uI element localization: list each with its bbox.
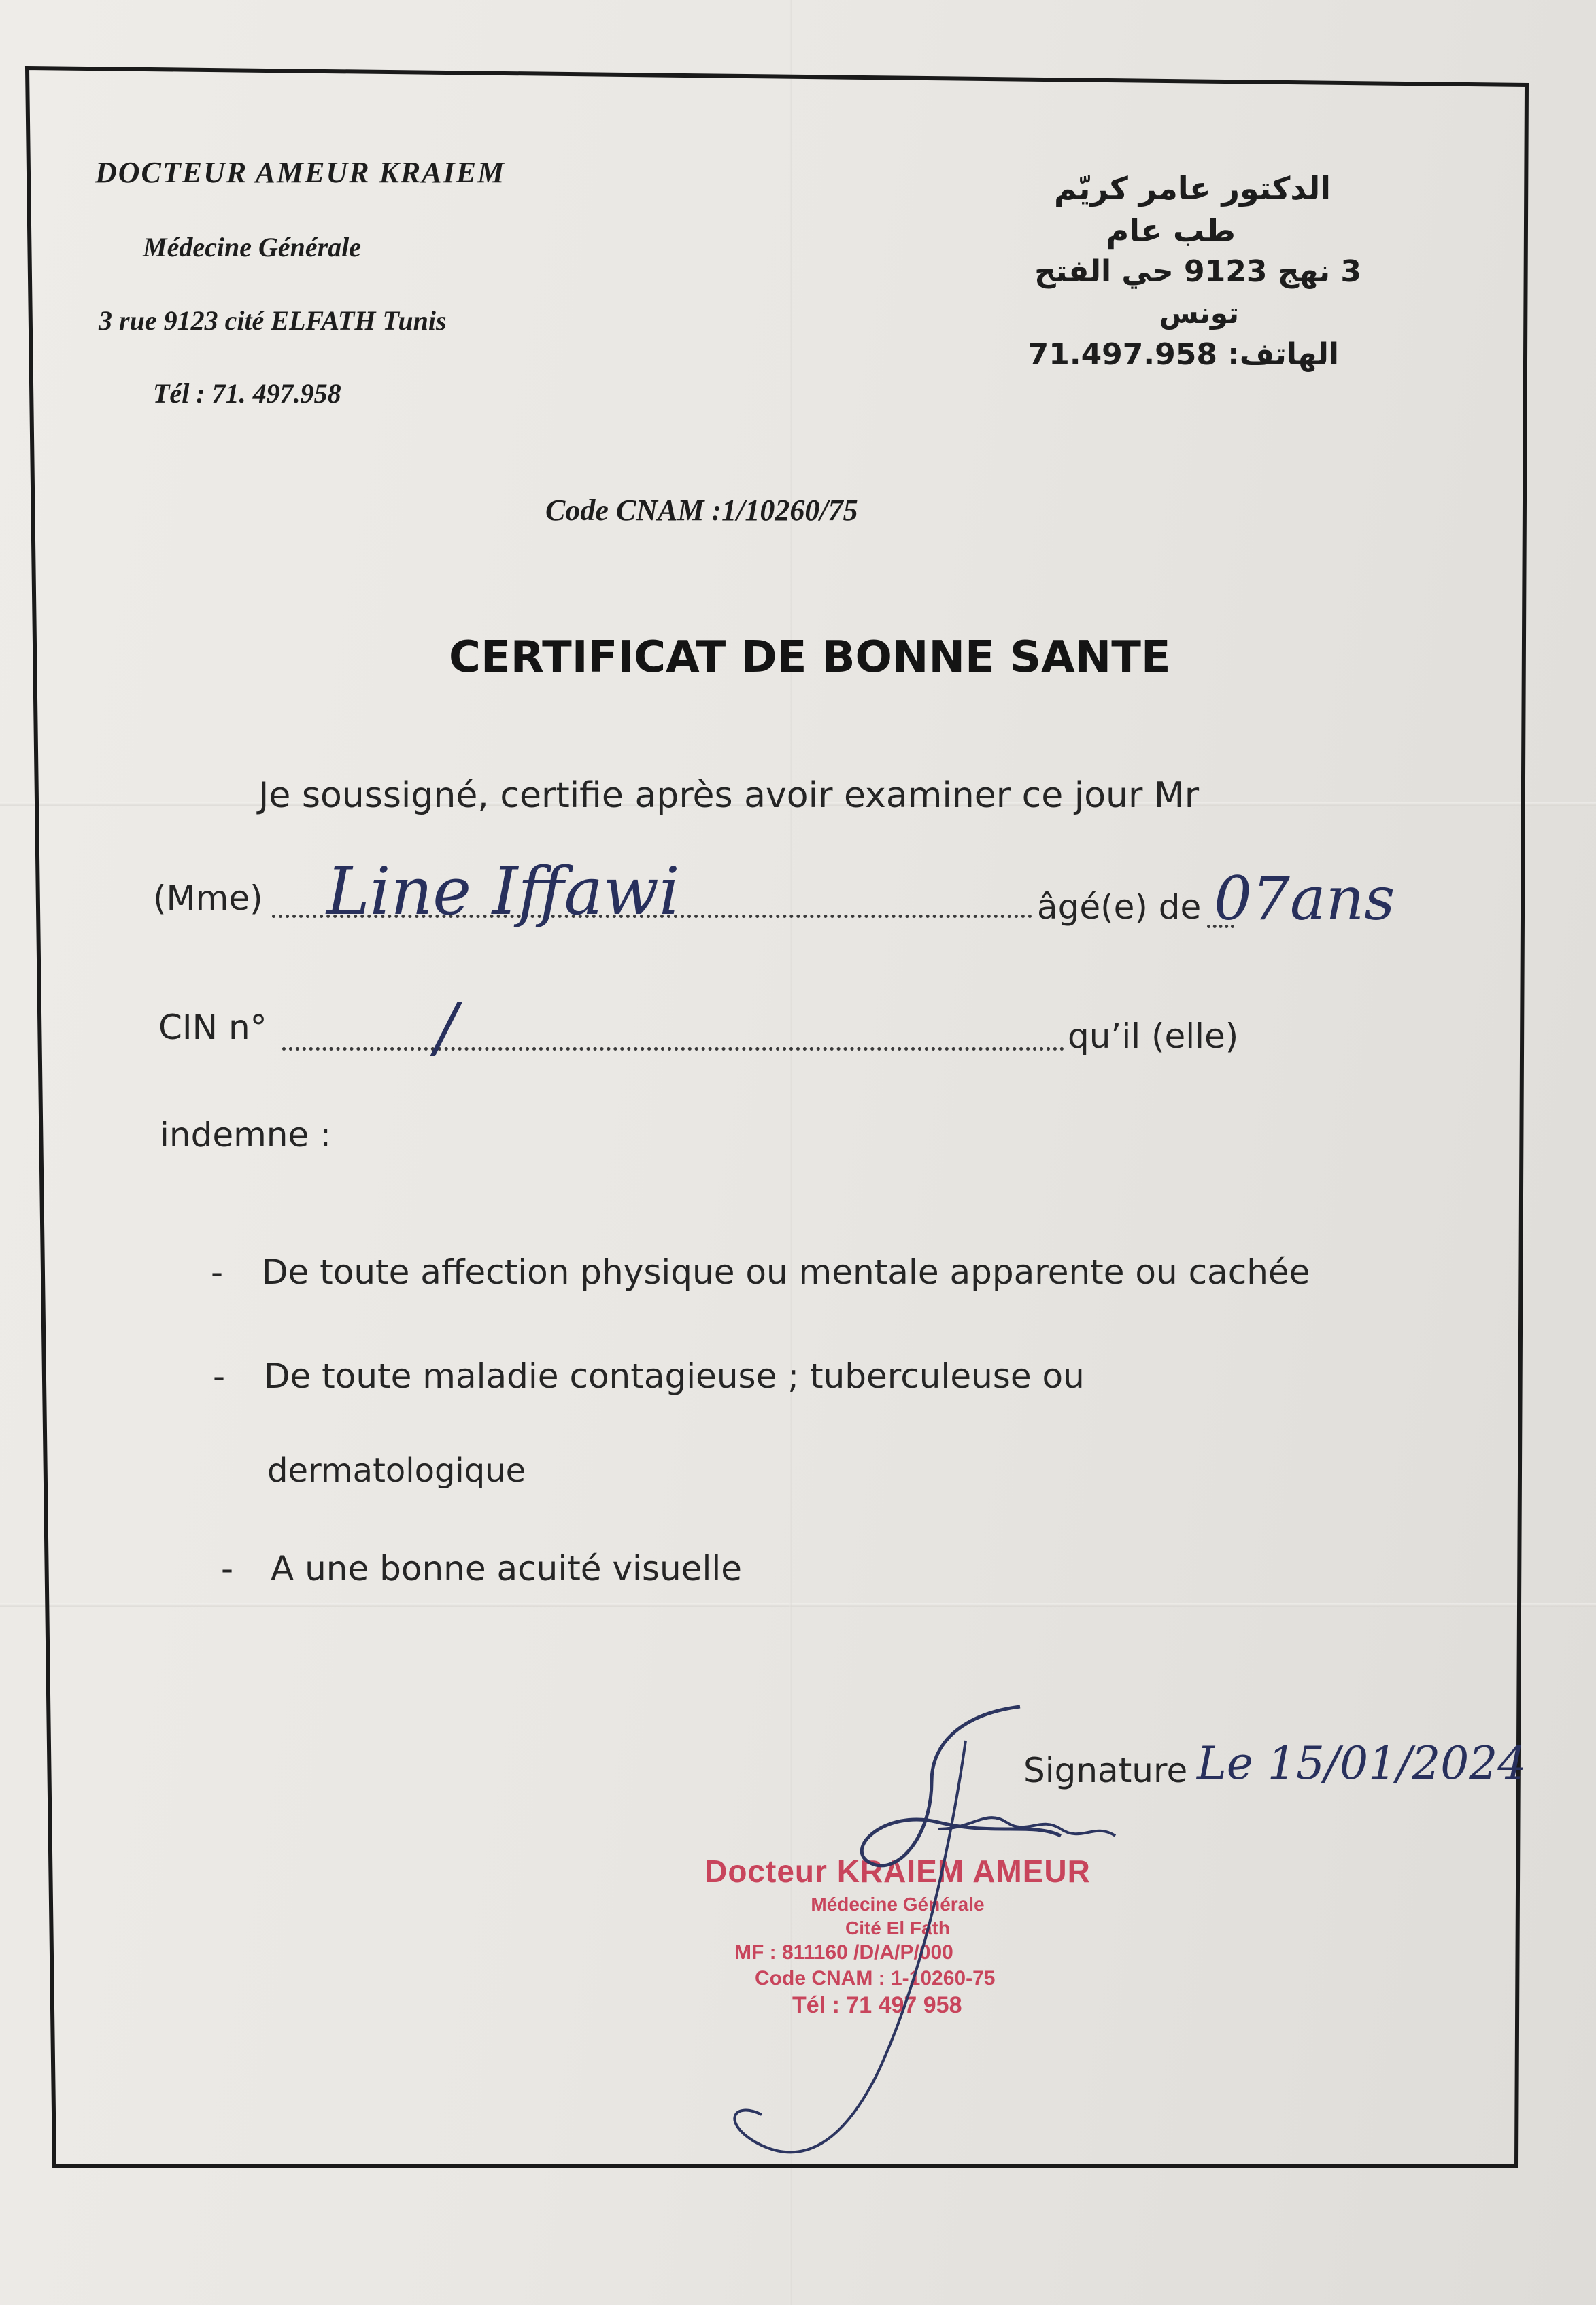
specialty-fr: Médecine Générale	[143, 232, 362, 262]
stamp-phone: Tél : 71 497 958	[792, 1992, 962, 2018]
list-item: A une bonne acuité visuelle	[271, 1549, 742, 1588]
cin-label: CIN n°	[158, 1008, 267, 1047]
certify-statement: Je soussigné, certifie après avoir examiner ce jour Mr	[258, 775, 1200, 816]
signature-label: Signature	[1023, 1751, 1188, 1790]
stamp-mf: MF : 811160 /D/A/P/000	[734, 1941, 953, 1964]
cnam-code: Code CNAM :1/10260/75	[545, 494, 858, 527]
specialty-ar: طب عام	[1106, 212, 1236, 249]
address-ar: 3 نهج 9123 حي الفتح	[1034, 254, 1361, 289]
address-fr: 3 rue 9123 cité ELFATH Tunis	[99, 305, 447, 336]
handwritten-cin: /	[435, 989, 458, 1065]
bullet: -	[213, 1356, 226, 1396]
doctor-name-fr: DOCTEUR AMEUR KRAIEM	[95, 156, 506, 189]
handwritten-age: 07ans	[1214, 864, 1395, 934]
handwritten-date: Le 15/01/2024	[1197, 1737, 1527, 1790]
stamp-specialty: Médecine Générale	[811, 1894, 985, 1915]
bullet: -	[211, 1252, 224, 1292]
stamp-cnam: Code CNAM : 1-10260-75	[755, 1967, 996, 1990]
list-item: De toute affection physique ou mentale apparente ou cachée	[262, 1252, 1310, 1292]
bullet: -	[221, 1549, 234, 1588]
mme-label: (Mme)	[153, 878, 263, 918]
age-label: âgé(e) de	[1037, 887, 1202, 927]
indemne-label: indemne :	[160, 1115, 331, 1155]
quil-label: qu’il (elle)	[1068, 1017, 1239, 1056]
certificate-title: CERTIFICAT DE BONNE SANTE	[449, 632, 1171, 683]
doctor-name-ar: الدكتور عامر كريّم	[1054, 170, 1331, 207]
handwritten-name: Line Iffawi	[326, 853, 680, 929]
stamp-name: Docteur KRAIEM AMEUR	[704, 1854, 1091, 1889]
list-item: dermatologique	[267, 1452, 526, 1490]
stamp-location: Cité El Fath	[845, 1917, 950, 1939]
list-item: De toute maladie contagieuse ; tuberculeuse ou	[264, 1356, 1085, 1396]
phone-fr: Tél : 71. 497.958	[153, 378, 341, 409]
phone-ar: الهاتف: 71.497.958	[1028, 337, 1339, 372]
city-ar: تونس	[1159, 296, 1239, 330]
